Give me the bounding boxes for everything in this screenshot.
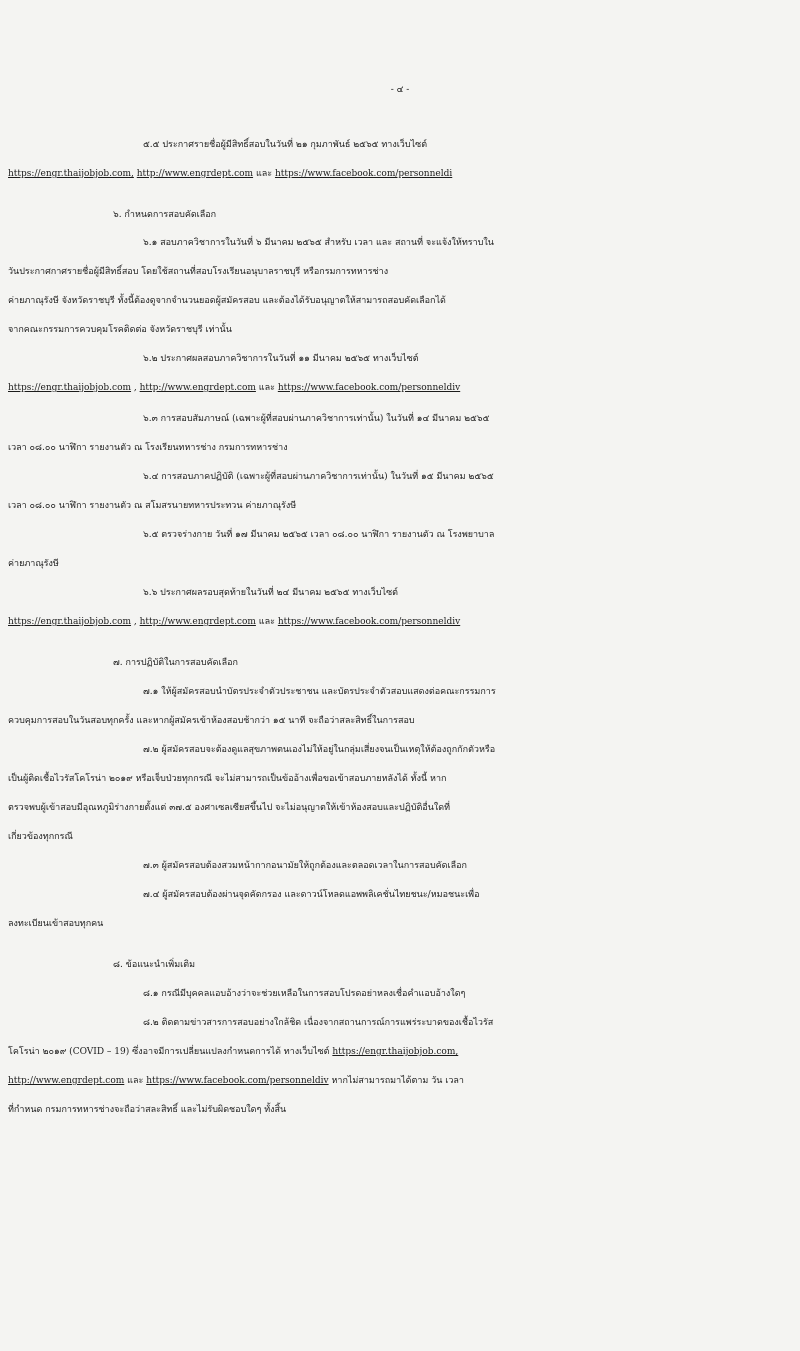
p82-line: ที่กำหนด กรมการทหารช่างจะถือว่าสละสิทธิ์ และไม่รับผิดชอบใดๆ ทั้งสิ้น: [8, 1105, 287, 1115]
p65-line: ๖.๕ ตรวจร่างกาย วันที่ ๑๗ มีนาคม ๒๕๖๕ เวลา ๐๘.๐๐ นาฬิกา รายงานตัว ณ โรงพยาบาล: [143, 530, 495, 540]
link-facebook[interactable]: https://www.facebook.com/personneldi: [274, 169, 453, 179]
p74-line: ๗.๔ ผู้สมัครสอบต้องผ่านจุดคัดกรอง และดาวน์โหลดแอพพลิเคชั่นไทยชนะ/หมอชนะเพื่อ: [143, 890, 480, 900]
and-text: และ: [258, 617, 275, 627]
p82-line: ๘.๒ ติดตามข่าวสารการสอบอย่างใกล้ชิด เนื่องจากสถานการณ์การแพร่ระบาดของเชื้อไวรัส: [143, 1018, 494, 1028]
p63-line: ๖.๓ การสอบสัมภาษณ์ (เฉพาะผู้ที่สอบผ่านภาควิชาการเท่านั้น) ในวันที่ ๑๔ มีนาคม ๒๕๖๕: [143, 414, 490, 424]
and-text: และ: [258, 383, 275, 393]
section-5-5-links: [0, 164, 800, 184]
p64-line: เวลา ๐๘.๐๐ นาฬิกา รายงานตัว ณ สโมสรนายทหารประทวน ค่ายภาณุรังษี: [8, 501, 297, 511]
p71-line: ๗.๑ ให้ผู้สมัครสอบนำบัตรประจำตัวประชาชน และบัตรประจำตัวสอบแสดงต่อคณะกรรมการ: [143, 687, 496, 697]
p63-line: เวลา ๐๘.๐๐ นาฬิกา รายงานตัว ณ โรงเรียนทหารช่าง กรมการทหารช่าง: [8, 443, 288, 453]
p81-line: ๘.๑ กรณีมีบุคคลแอบอ้างว่าจะช่วยเหลือในการสอบโปรดอย่าหลงเชื่อคำแอบอ้างใดๆ: [143, 989, 466, 999]
p72-line: ๗.๒ ผู้สมัครสอบจะต้องดูแลสุขภาพตนเองไม่ให้อยู่ในกลุ่มเสี่ยงจนเป็นเหตุให้ต้องถูกกักตัวหรือ: [143, 745, 496, 755]
p61-line: ๖.๑ สอบภาควิชาการในวันที่ ๖ มีนาคม ๒๕๖๕ สำหรับ เวลา และ สถานที่ จะแจ้งให้ทราบใน: [143, 238, 494, 248]
p82-text: หากไม่สามารถมาได้ตาม วัน เวลา: [331, 1076, 464, 1086]
p64-line: ๖.๔ การสอบภาคปฏิบัติ (เฉพาะผู้ที่สอบผ่านภาควิชาการเท่านั้น) ในวันที่ ๑๕ มีนาคม ๒๕๖๕: [143, 472, 494, 482]
p66-line: ๖.๖ ประกาศผลรอบสุดท้ายในวันที่ ๒๔ มีนาคม ๒๕๖๕ ทางเว็บไซต์: [143, 588, 399, 598]
p62-line: ๖.๒ ประกาศผลสอบภาควิชาการในวันที่ ๑๑ มีนาคม ๒๕๖๕ ทางเว็บไซต์: [143, 354, 419, 364]
link-facebook[interactable]: https://www.facebook.com/personneldiv: [277, 617, 461, 627]
p72-line: ตรวจพบผู้เข้าสอบมีอุณหภูมิร่างกายตั้งแต่ ๓๗.๕ องศาเซลเซียสขึ้นไป จะไม่อนุญาตให้เข้าห้องสอบและปฏิบัติอื่นใดที่: [8, 803, 451, 813]
p61-line: วันประกาศกาศรายชื่อผู้มีสิทธิ์สอบ โดยใช้สถานที่สอบโรงเรียนอนุบาลราชบุรี หรือกรมการทหารช่าง: [8, 267, 389, 277]
link-engrdept[interactable]: http://www.engrdept.com: [139, 383, 256, 393]
p74-line: ลงทะเบียนเข้าสอบทุกคน: [8, 919, 104, 929]
p61-line: ค่ายภาณุรังษี จังหวัดราชบุรี ทั้งนี้ต้องดูจากจำนวนยอดผู้สมัครสอบ และต้องได้รับอนุญาตให้สามารถสอบคัดเลือกได้: [8, 296, 446, 306]
section-6-heading: ๖. กำหนดการสอบคัดเลือก: [113, 210, 217, 220]
link-thaijobjob[interactable]: https://engr.thaijobjob.com,: [332, 1047, 459, 1057]
link-engrdept[interactable]: http://www.engrdept.com: [8, 1076, 125, 1086]
p65-line: ค่ายภาณุรังษี: [8, 559, 59, 569]
link-engrdept[interactable]: http://www.engrdept.com: [136, 169, 254, 179]
p82-line: [0, 1071, 800, 1091]
link-engrdept[interactable]: http://www.engrdept.com: [139, 617, 256, 627]
and-text: และ: [255, 169, 273, 179]
p61-line: จากคณะกรรมการควบคุมโรคติดต่อ จังหวัดราชบุรี เท่านั้น: [8, 325, 232, 335]
page-number: - ๔ -: [390, 85, 410, 95]
link-thaijobjob[interactable]: https://engr.thaijobjob.com: [8, 383, 132, 393]
p72-line: เกี่ยวข้องทุกกรณี: [8, 832, 73, 842]
and-text: และ: [127, 1076, 144, 1086]
section-8-heading: ๘. ข้อแนะนำเพิ่มเติม: [113, 960, 196, 970]
p82-text: โคโรน่า ๒๐๑๙ (COVID – 19) ซึ่งอาจมีการเปลี่ยนแปลงกำหนดการได้ ทางเว็บไซต์: [8, 1047, 330, 1057]
p71-line: ควบคุมการสอบในวันสอบทุกครั้ง และหากผู้สมัครเข้าห้องสอบช้ากว่า ๑๕ นาที จะถือว่าสละสิทธิ์ในการสอบ: [8, 716, 415, 726]
p66-links: https://engr.thaijobjob.com , http://www.engrdept.com และ https://www.facebook.com/personneldiv: [8, 617, 461, 627]
link-facebook[interactable]: https://www.facebook.com/personneldiv: [146, 1076, 329, 1086]
section-5-5-line: ๕.๕ ประกาศรายชื่อผู้มีสิทธิ์สอบในวันที่ ๒๑ กุมภาพันธ์ ๒๕๖๕ ทางเว็บไซต์: [143, 140, 428, 150]
link-thaijobjob[interactable]: https://engr.thaijobjob.com: [8, 617, 132, 627]
p62-links: https://engr.thaijobjob.com , http://www.engrdept.com และ https://www.facebook.com/personneldiv: [8, 383, 461, 393]
p82-line: [0, 1042, 800, 1062]
p72-line: เป็นผู้ติดเชื้อไวรัสโคโรน่า ๒๐๑๙ หรือเจ็บป่วยทุกกรณี จะไม่สามารถเป็นข้ออ้างเพื่อขอเข้าสอบภายหลังได้ ทั้งนี้ หาก: [8, 774, 447, 784]
p73-line: ๗.๓ ผู้สมัครสอบต้องสวมหน้ากากอนามัยให้ถูกต้องและตลอดเวลาในการสอบคัดเลือก: [143, 861, 467, 871]
section-7-heading: ๗. การปฏิบัติในการสอบคัดเลือก: [113, 658, 238, 668]
link-thaijobjob[interactable]: https://engr.thaijobjob.com,: [8, 169, 134, 179]
link-facebook[interactable]: https://www.facebook.com/personneldiv: [277, 383, 461, 393]
